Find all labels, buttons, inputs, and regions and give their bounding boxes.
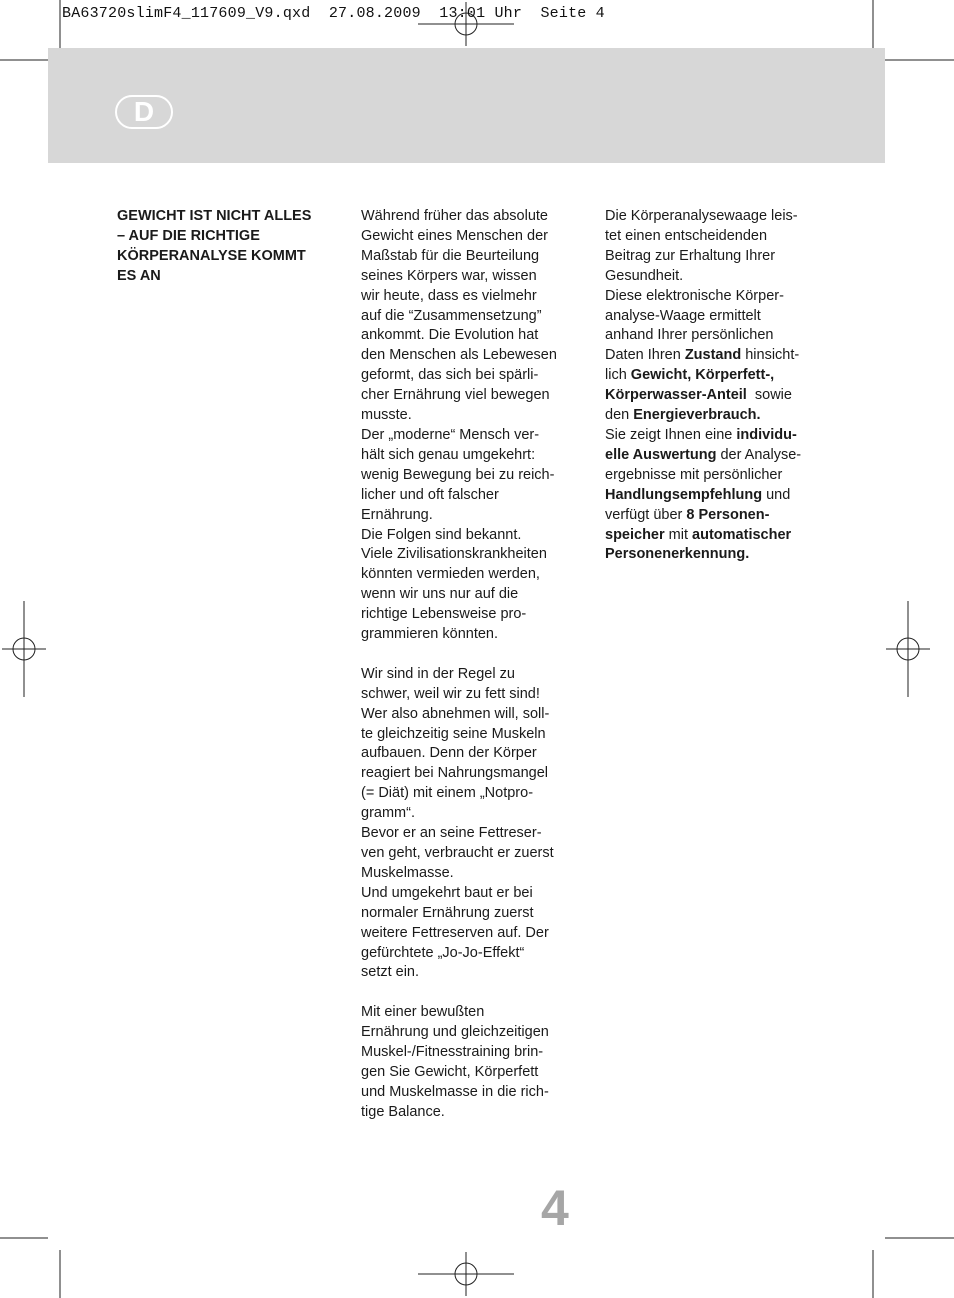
text-line: richtige Lebensweise pro- bbox=[361, 606, 527, 623]
text-line: wenn wir uns nur auf die bbox=[361, 586, 519, 603]
text-line bbox=[605, 446, 825, 466]
text-run: hinsicht- bbox=[741, 347, 800, 364]
paragraph bbox=[361, 526, 576, 645]
emphasis: 8 Personen- bbox=[686, 506, 770, 523]
text-run: lich bbox=[605, 367, 631, 384]
text-line: analyse-Waage ermittelt bbox=[605, 307, 761, 324]
heading-line: KÖRPERANALYSE KOMMT bbox=[117, 247, 306, 264]
text-line: könnten vermieden werden, bbox=[361, 566, 540, 583]
text-run: und bbox=[762, 486, 791, 503]
text-line: Ernährung und gleichzeitigen bbox=[361, 1024, 549, 1041]
text-line: auf die “Zusammensetzung” bbox=[361, 307, 542, 324]
text-line bbox=[605, 486, 825, 506]
text-run: sowie bbox=[746, 387, 792, 404]
text-line: wir heute, dass es vielmehr bbox=[361, 287, 537, 304]
text-line bbox=[605, 346, 825, 366]
text-line: Diese elektronische Körper- bbox=[605, 287, 784, 304]
text-line: Bevor er an seine Fettreser- bbox=[361, 825, 542, 842]
body-column-2 bbox=[361, 207, 576, 1123]
text-line: (= Diät) mit einem „Notpro- bbox=[361, 785, 534, 802]
text-line bbox=[605, 506, 825, 526]
text-line: Während früher das absolute bbox=[361, 208, 548, 224]
text-line: Mit einer bewußten bbox=[361, 1004, 485, 1021]
text-line: den Menschen als Lebewesen bbox=[361, 347, 557, 364]
text-line: ankommt. Die Evolution hat bbox=[361, 327, 539, 344]
text-line: Beitrag zur Erhaltung Ihrer bbox=[605, 247, 776, 264]
text-run: verfügt über bbox=[605, 506, 687, 523]
emphasis: individu- bbox=[736, 426, 797, 443]
text-line: Und umgekehrt baut er bei bbox=[361, 884, 533, 901]
language-badge: D bbox=[115, 95, 173, 129]
text-run: der Analyse- bbox=[716, 446, 802, 463]
emphasis: automatischer bbox=[692, 526, 792, 543]
text-line: gefürchtete „Jo-Jo-Effekt“ bbox=[361, 944, 525, 961]
emphasis: Energieverbrauch. bbox=[633, 407, 761, 424]
text-line bbox=[605, 545, 825, 565]
text-line: tet einen entscheidenden bbox=[605, 227, 768, 244]
text-line: Der „moderne“ Mensch ver- bbox=[361, 426, 540, 443]
section-heading bbox=[117, 207, 332, 287]
text-line: schwer, weil wir zu fett sind! bbox=[361, 685, 540, 702]
emphasis: Personenerkennung. bbox=[605, 546, 750, 563]
paragraph bbox=[361, 426, 576, 526]
page-number: 4 bbox=[541, 1180, 569, 1236]
text-line: geformt, das sich bei spärli- bbox=[361, 367, 539, 384]
text-run: Daten Ihren bbox=[605, 347, 685, 364]
text-line: setzt ein. bbox=[361, 964, 420, 981]
text-line: ergebnisse mit persönlicher bbox=[605, 466, 783, 483]
paragraph bbox=[361, 665, 576, 824]
text-line: Maßstab für die Beurteilung bbox=[361, 247, 540, 264]
text-line: und Muskelmasse in die rich- bbox=[361, 1083, 549, 1100]
file-slug-line: BA63720slimF4_117609_V9.qxd 27.08.2009 13:01 Uhr Seite 4 bbox=[62, 5, 605, 22]
text-line: Die Körperanalysewaage leis- bbox=[605, 208, 798, 224]
text-line: cher Ernährung viel bewegen bbox=[361, 387, 550, 404]
emphasis: elle Auswertung bbox=[605, 446, 717, 463]
emphasis: speicher bbox=[605, 526, 665, 543]
emphasis: Zustand bbox=[684, 347, 742, 364]
text-line bbox=[605, 406, 825, 426]
text-line bbox=[605, 526, 825, 546]
text-line: Ernährung. bbox=[361, 506, 433, 523]
text-line bbox=[605, 366, 825, 386]
text-line: aufbauen. Denn der Körper bbox=[361, 745, 537, 762]
text-line: seines Körpers war, wissen bbox=[361, 267, 537, 284]
text-line: tige Balance. bbox=[361, 1103, 445, 1120]
paragraph bbox=[361, 884, 576, 984]
emphasis: Körperwasser-Anteil bbox=[605, 387, 747, 404]
text-line: gen Sie Gewicht, Körperfett bbox=[361, 1063, 539, 1080]
text-line: Gesundheit. bbox=[605, 267, 684, 284]
paragraph bbox=[361, 1003, 576, 1122]
paragraph bbox=[361, 207, 576, 426]
header-band bbox=[48, 48, 885, 163]
text-line: hält sich genau umgekehrt: bbox=[361, 446, 536, 463]
text-line bbox=[605, 426, 825, 446]
text-line: Wer also abnehmen will, soll- bbox=[361, 705, 550, 722]
body-column-3 bbox=[605, 207, 825, 565]
text-line bbox=[605, 386, 825, 406]
text-line: licher und oft falscher bbox=[361, 486, 499, 503]
text-line: musste. bbox=[361, 407, 412, 424]
text-line: weitere Fettreserven auf. Der bbox=[361, 924, 549, 941]
text-line: Wir sind in der Regel zu bbox=[361, 665, 515, 682]
heading-line: – AUF DIE RICHTIGE bbox=[117, 227, 260, 244]
heading-line: ES AN bbox=[117, 267, 161, 284]
text-line: Viele Zivilisationskrankheiten bbox=[361, 546, 547, 563]
text-line: te gleichzeitig seine Muskeln bbox=[361, 725, 546, 742]
text-line: gramm“. bbox=[361, 805, 415, 822]
text-line: Muskelmasse. bbox=[361, 864, 454, 881]
paragraph bbox=[361, 824, 576, 884]
text-line: ven geht, verbraucht er zuerst bbox=[361, 844, 554, 861]
text-line: grammieren könnten. bbox=[361, 626, 499, 643]
heading-line: GEWICHT IST NICHT ALLES bbox=[117, 208, 312, 224]
text-line: reagiert bei Nahrungsmangel bbox=[361, 765, 548, 782]
text-line: Gewicht eines Menschen der bbox=[361, 227, 548, 244]
text-run: mit bbox=[664, 526, 693, 543]
emphasis: Handlungsempfehlung bbox=[605, 486, 763, 503]
text-line: wenig Bewegung bei zu reich- bbox=[361, 466, 555, 483]
text-run: Sie zeigt Ihnen eine bbox=[605, 426, 737, 443]
text-line: anhand Ihrer persönlichen bbox=[605, 327, 774, 344]
text-line: normaler Ernährung zuerst bbox=[361, 904, 534, 921]
text-line: Die Folgen sind bekannt. bbox=[361, 526, 522, 543]
text-line: Muskel-/Fitnesstraining brin- bbox=[361, 1044, 544, 1061]
emphasis: Gewicht, Körperfett-, bbox=[630, 367, 775, 384]
text-run: den bbox=[605, 407, 634, 424]
